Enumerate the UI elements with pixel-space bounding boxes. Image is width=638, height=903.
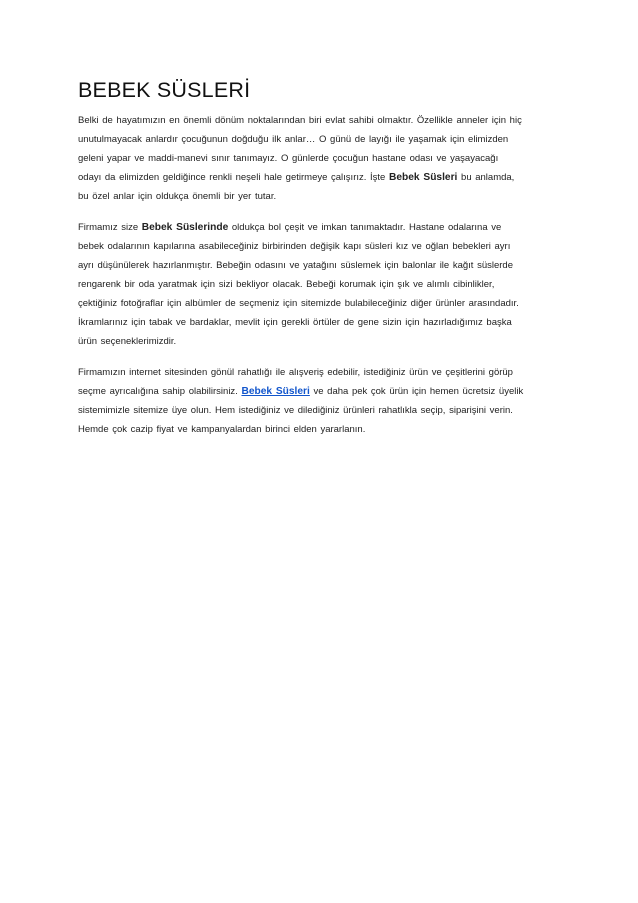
text-line	[78, 382, 578, 401]
text-line	[78, 168, 578, 187]
text-line: İkramlarınız için tabak ve bardaklar, mevlit için gerekli örtüler de gene sizin için hazırladığımız başka	[78, 317, 512, 328]
bold-keyword: Bebek Süslerinde	[141, 222, 229, 233]
text-line: bu özel anlar için oldukça önemli bir yer tutar.	[78, 191, 277, 202]
text-line: unutulmayacak anlardır çocuğunun doğduğu ilk anlar… O günü de layığı ile yaşamak için elimizden	[78, 134, 509, 145]
text-segment: odayı da elimizden geldiğince renkli neşeli hale getirmeye çalışırız. İşte	[78, 172, 389, 183]
text-segment: ve daha pek çok ürün için hemen ücretsiz üyelik	[309, 386, 524, 397]
bold-keyword: Bebek Süsleri	[389, 172, 458, 183]
text-line	[78, 218, 578, 237]
bebek-susleri-link[interactable]: Bebek Süsleri	[241, 386, 310, 397]
text-line: bebek odalarının kapılarına asabileceğiniz birbirinden değişik kapı süsleri kız ve oğlan bebekleri ayrı	[78, 241, 511, 252]
document-content	[78, 76, 578, 451]
text-line: çektiğiniz fotoğraflar için albümler de seçmeniz için sitemizde bulabileceğiniz diğer ürünler arasındadır.	[78, 298, 519, 309]
text-line: sistemimizle sitemize üye olun. Hem istediğiniz ve dilediğiniz ürünleri rahatlıkla seçip, siparişini verin.	[78, 405, 513, 416]
text-segment: bu anlamda,	[457, 172, 515, 183]
text-segment: oldukça bol çeşit ve imkan tanımaktadır. Hastane odalarına ve	[228, 222, 502, 233]
page-title: BEBEK SÜSLERİ	[78, 78, 251, 102]
text-line: geleni yapar ve maddi-manevi sınır tanımayız. O günlerde çocuğun hastane odası ve yaşayacağı	[78, 153, 499, 164]
text-segment: Firmamız size	[78, 222, 142, 233]
paragraph-membership	[78, 363, 578, 439]
text-line: ürün seçeneklerimizdir.	[78, 336, 177, 347]
text-line: Firmamızın internet sitesinden gönül rahatlığı ile alışveriş edebilir, istediğiniz ürün ve çeşitlerini görüp	[78, 367, 513, 378]
text-line: ayrı düşünülerek hazırlanmıştır. Bebeğin odasını ve yatağını süslemek için balonlar ile kağıt süslerde	[78, 260, 513, 271]
text-line: Hemde çok cazip fiyat ve kampanyalardan birinci elden yararlanın.	[78, 424, 366, 435]
text-line: Belki de hayatımızın en önemli dönüm noktalarından biri evlat sahibi olmaktır. Özellikle anneler için hiç	[78, 115, 522, 126]
text-segment: seçme ayrıcalığına sahip olabilirsiniz.	[78, 386, 242, 397]
paragraph-products	[78, 218, 578, 351]
paragraph-intro	[78, 111, 578, 206]
text-line: rengarenk bir oda yaratmak için sizi bekliyor olacak. Bebeği korumak için şık ve alımlı cibinlikler,	[78, 279, 495, 290]
